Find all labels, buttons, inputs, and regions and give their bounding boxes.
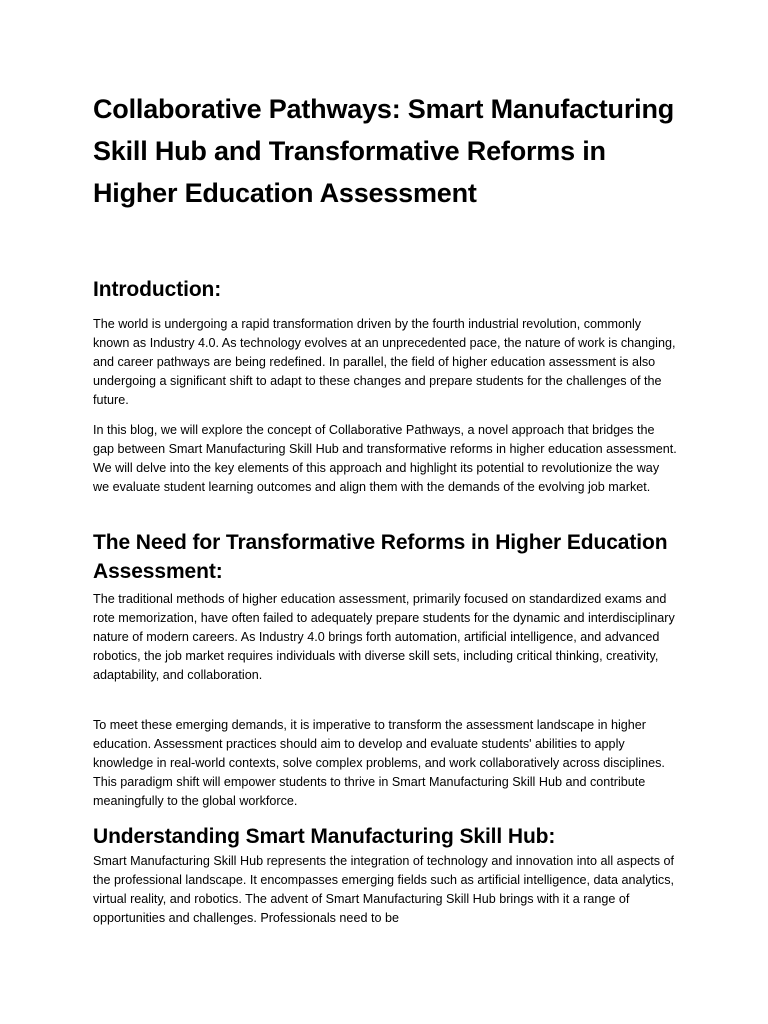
paragraph: The traditional methods of higher education assessment, primarily focused on standardized exams and rote memorization, have often failed to adequately prepare students for the dynamic and interdisciplinary nature of modern careers. As Industry 4.0 brings forth automation, artificial intelligence, and advanced robotics, the job market requires individuals with diverse skill sets, including critical thinking, creativity, adaptability, and collaboration.: [93, 592, 675, 683]
document-title: Collaborative Pathways: Smart Manufacturing Skill Hub and Transformative Reforms in Higher Education Assessment: [93, 94, 675, 208]
section-heading-need-for-reforms: The Need for Transformative Reforms in Higher Education Assessment:: [93, 531, 668, 583]
paragraph: The world is undergoing a rapid transformation driven by the fourth industrial revolution, commonly known as Industry 4.0. As technology evolves at an unprecedented pace, the nature of work is changing, and career pathways are being redefined. In parallel, the field of higher education assessment is also undergoing a significant shift to adapt to these changes and prepare students for the challenges of the future.: [93, 317, 676, 408]
section-heading-understanding-skill-hub: Understanding Smart Manufacturing Skill Hub:: [93, 825, 556, 848]
paragraph: In this blog, we will explore the concept of Collaborative Pathways, a novel approach that bridges the gap between Smart Manufacturing Skill Hub and transformative reforms in higher education assessment. We will delve into the key elements of this approach and highlight its potential to revolutionize the way we evaluate student learning outcomes and align them with the demands of the evolving job market.: [93, 423, 677, 495]
paragraph: To meet these emerging demands, it is imperative to transform the assessment landscape in higher education. Assessment practices should aim to develop and evaluate students' abilities to apply knowledge in real-world contexts, solve complex problems, and work collaboratively across disciplines. This paradigm shift will empower students to thrive in Smart Manufacturing Skill Hub and contribute meaningfully to the global workforce.: [93, 718, 665, 809]
section-heading-introduction: Introduction:: [93, 278, 222, 301]
paragraph: Smart Manufacturing Skill Hub represents the integration of technology and innovation into all aspects of the professional landscape. It encompasses emerging fields such as artificial intelligence, data analytics, virtual reality, and robotics. The advent of Smart Manufacturing Skill Hub brings with it a range of opportunities and challenges. Professionals need to be: [93, 854, 675, 926]
